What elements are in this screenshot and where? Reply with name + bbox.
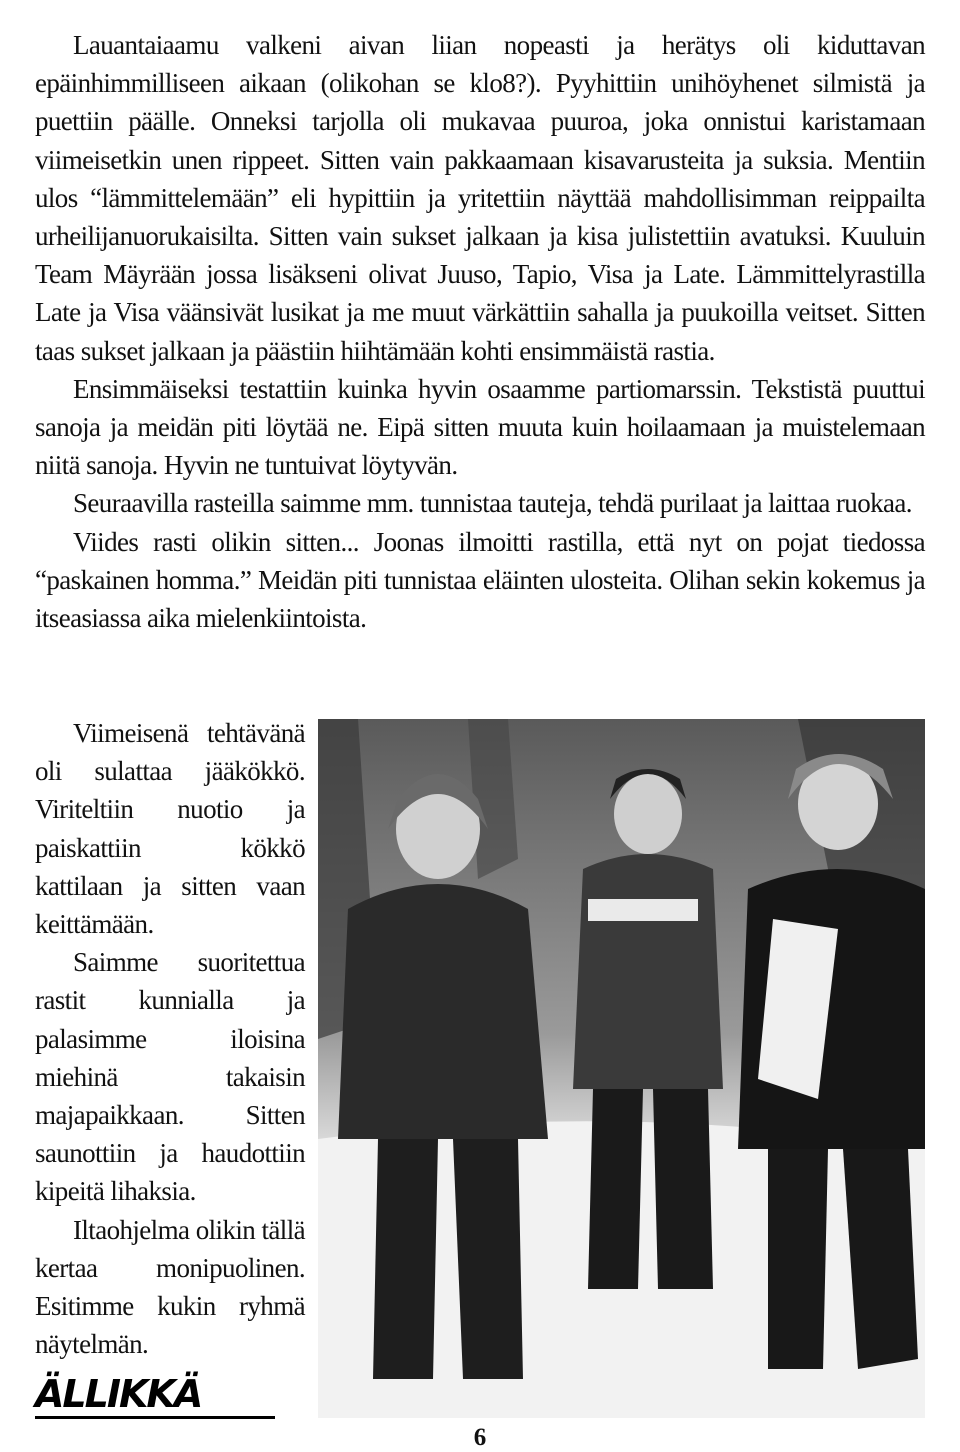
logo-underline xyxy=(35,1416,275,1419)
article-column xyxy=(35,714,305,1363)
article-paragraph: Lauantaiaamu valkeni aivan liian nopeasti ja herätys oli kiduttavan epäinhimmilliseen aikaan (olikohan se klo8?). Pyyhittiin unihöyhenet silmistä ja puettiin päälle. Onneksi tarjolla oli mukavaa puuroa, joka onnistui karistamaan viimeisetkin unen rippeet. Sitten vain pakkaamaan kisavarusteita ja suksia. Mentiin ulos “lämmittelemään” eli hypittiin ja yritettiin näyttää mahdollisimman reippailta urheilijanuorukaisilta. Sitten vain sukset jalkaan ja kisa julistettiin avatuksi. Kuuluin Team Mäyrään jossa lisäkseni olivat Juuso, Tapio, Visa ja Late. Lämmittelyrastilla Late ja Visa väänsivät lusikat ja me muut värkättiin sahalla ja puukoilla veitset. Sitten taas sukset jalkaan ja päästiin hiihtämään kohti ensimmäistä rastia. xyxy=(35,30,925,366)
magazine-logo-text: ÄLLIKKÄ xyxy=(35,1372,202,1416)
magazine-logo xyxy=(35,1372,245,1420)
page-number: 6 xyxy=(473,1424,487,1451)
article-paragraph: Seuraavilla rasteilla saimme mm. tunnistaa tauteja, tehdä purilaat ja laittaa ruokaa. xyxy=(73,488,912,519)
article-body xyxy=(35,26,925,637)
scouts-photo-illustration xyxy=(318,719,925,1418)
article-paragraph: Ensimmäiseksi testattiin kuinka hyvin osaamme partiomarssin. Tekstistä puuttui sanoja ja meidän piti löytää ne. Eipä sitten muuta kuin hoilaamaan ja muistelemaan niitä sanoja. Hyvin ne tuntuivat löytyvän. xyxy=(35,373,925,481)
column-paragraph: Iltaohjelma olikin tällä kertaa monipuolinen. Esitimme kukin ryhmä näytelmän. xyxy=(35,1214,305,1360)
scouts-photo xyxy=(318,719,925,1418)
column-paragraph: Viimeisenä tehtävänä oli sulattaa jääkökkö. Viriteltiin nuotio ja paiskattiin kökkö kattilaan ja sitten vaan keittämään. xyxy=(35,718,305,940)
column-paragraph: Saimme suoritettua rastit kunnialla ja palasimme iloisina miehinä takaisin majapaikkaan. Sitten saunottiin ja haudottiin kipeitä lihaksia. xyxy=(35,947,305,1207)
article-paragraph: Viides rasti olikin sitten... Joonas ilmoitti rastilla, että nyt on pojat tiedossa “paskainen homma.” Meidän piti tunnistaa eläinten ulosteita. Olihan sekin kokemus ja itseasiassa aika mielenkiintoista. xyxy=(35,526,925,634)
